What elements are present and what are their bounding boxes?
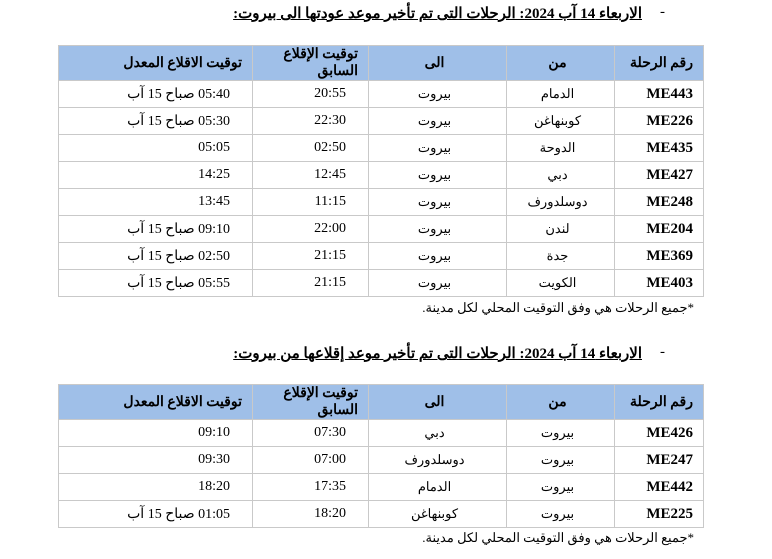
revised-departure-cell: 05:05 xyxy=(59,135,253,162)
origin-cell: الدمام xyxy=(507,81,615,108)
origin-cell: بيروت xyxy=(507,501,615,528)
flight-number-cell: ME204 xyxy=(615,216,704,243)
table-header-row xyxy=(59,385,704,420)
destination-cell: بيروت xyxy=(369,243,507,270)
origin-cell: دوسلدورف xyxy=(507,189,615,216)
table-row xyxy=(59,108,704,135)
table-row xyxy=(59,216,704,243)
delayed-arrivals-table xyxy=(58,45,704,297)
flight-number-cell: ME248 xyxy=(615,189,704,216)
heading-dash: - xyxy=(660,4,665,20)
destination-cell: دبي xyxy=(369,420,507,447)
origin-cell: الدوحة xyxy=(507,135,615,162)
previous-departure-cell: 12:45 xyxy=(253,162,369,189)
flight-number-cell: ME443 xyxy=(615,81,704,108)
column-header: توقيت الاقلاع المعدل xyxy=(59,385,253,420)
flight-number-cell: ME225 xyxy=(615,501,704,528)
table-row xyxy=(59,270,704,297)
revised-departure-cell: 09:10 xyxy=(59,420,253,447)
previous-departure-cell: 18:20 xyxy=(253,501,369,528)
column-header: توقيت الاقلاع المعدل xyxy=(59,46,253,81)
table-row xyxy=(59,189,704,216)
column-header: من xyxy=(507,385,615,420)
column-header: الى xyxy=(369,385,507,420)
origin-cell: الكويت xyxy=(507,270,615,297)
revised-departure-cell: 05:40 صباح 15 آب xyxy=(59,81,253,108)
section-title: الاربعاء 14 آب 2024: الرحلات التى تم تأخير موعد إقلاعها من بيروت: xyxy=(233,346,642,362)
previous-departure-cell: 20:55 xyxy=(253,81,369,108)
previous-departure-cell: 07:00 xyxy=(253,447,369,474)
origin-cell: جدة xyxy=(507,243,615,270)
heading-dash: - xyxy=(660,344,665,360)
origin-cell: بيروت xyxy=(507,420,615,447)
destination-cell: الدمام xyxy=(369,474,507,501)
destination-cell: بيروت xyxy=(369,108,507,135)
destination-cell: بيروت xyxy=(369,216,507,243)
flight-number-cell: ME369 xyxy=(615,243,704,270)
table-row xyxy=(59,501,704,528)
flight-number-cell: ME442 xyxy=(615,474,704,501)
revised-departure-cell: 05:55 صباح 15 آب xyxy=(59,270,253,297)
destination-cell: بيروت xyxy=(369,270,507,297)
table-row xyxy=(59,447,704,474)
table-row xyxy=(59,474,704,501)
revised-departure-cell: 09:30 xyxy=(59,447,253,474)
column-header: من xyxy=(507,46,615,81)
previous-departure-cell: 11:15 xyxy=(253,189,369,216)
previous-departure-cell: 21:15 xyxy=(253,243,369,270)
previous-departure-cell: 02:50 xyxy=(253,135,369,162)
previous-departure-cell: 22:30 xyxy=(253,108,369,135)
origin-cell: كوبنهاغن xyxy=(507,108,615,135)
destination-cell: بيروت xyxy=(369,189,507,216)
table-row xyxy=(59,420,704,447)
flight-number-cell: ME403 xyxy=(615,270,704,297)
timezone-note: *جميع الرحلات هي وفق التوقيت المحلي لكل مدينة. xyxy=(422,300,694,315)
column-header: رقم الرحلة xyxy=(615,385,704,420)
timezone-note: *جميع الرحلات هي وفق التوقيت المحلي لكل مدينة. xyxy=(422,530,694,545)
table-header-row xyxy=(59,46,704,81)
column-header: رقم الرحلة xyxy=(615,46,704,81)
column-header: الى xyxy=(369,46,507,81)
revised-departure-cell: 01:05 صباح 15 آب xyxy=(59,501,253,528)
previous-departure-cell: 07:30 xyxy=(253,420,369,447)
destination-cell: بيروت xyxy=(369,162,507,189)
revised-departure-cell: 14:25 xyxy=(59,162,253,189)
table-row xyxy=(59,135,704,162)
flight-number-cell: ME435 xyxy=(615,135,704,162)
table-row xyxy=(59,162,704,189)
origin-cell: دبي xyxy=(507,162,615,189)
destination-cell: دوسلدورف xyxy=(369,447,507,474)
flight-number-cell: ME247 xyxy=(615,447,704,474)
delayed-departures-table xyxy=(58,384,704,528)
previous-departure-cell: 22:00 xyxy=(253,216,369,243)
revised-departure-cell: 09:10 صباح 15 آب xyxy=(59,216,253,243)
flight-number-cell: ME426 xyxy=(615,420,704,447)
destination-cell: بيروت xyxy=(369,135,507,162)
previous-departure-cell: 17:35 xyxy=(253,474,369,501)
column-header: توقيت الإقلاع السابق xyxy=(253,46,369,81)
previous-departure-cell: 21:15 xyxy=(253,270,369,297)
destination-cell: كوبنهاغن xyxy=(369,501,507,528)
revised-departure-cell: 18:20 xyxy=(59,474,253,501)
table-row xyxy=(59,81,704,108)
revised-departure-cell: 13:45 xyxy=(59,189,253,216)
revised-departure-cell: 05:30 صباح 15 آب xyxy=(59,108,253,135)
origin-cell: لندن xyxy=(507,216,615,243)
flight-number-cell: ME226 xyxy=(615,108,704,135)
origin-cell: بيروت xyxy=(507,447,615,474)
origin-cell: بيروت xyxy=(507,474,615,501)
flight-number-cell: ME427 xyxy=(615,162,704,189)
revised-departure-cell: 02:50 صباح 15 آب xyxy=(59,243,253,270)
table-row xyxy=(59,243,704,270)
section-title: الاربعاء 14 آب 2024: الرحلات التى تم تأخير موعد عودتها الى بيروت: xyxy=(233,6,642,22)
destination-cell: بيروت xyxy=(369,81,507,108)
column-header: توقيت الإقلاع السابق xyxy=(253,385,369,420)
